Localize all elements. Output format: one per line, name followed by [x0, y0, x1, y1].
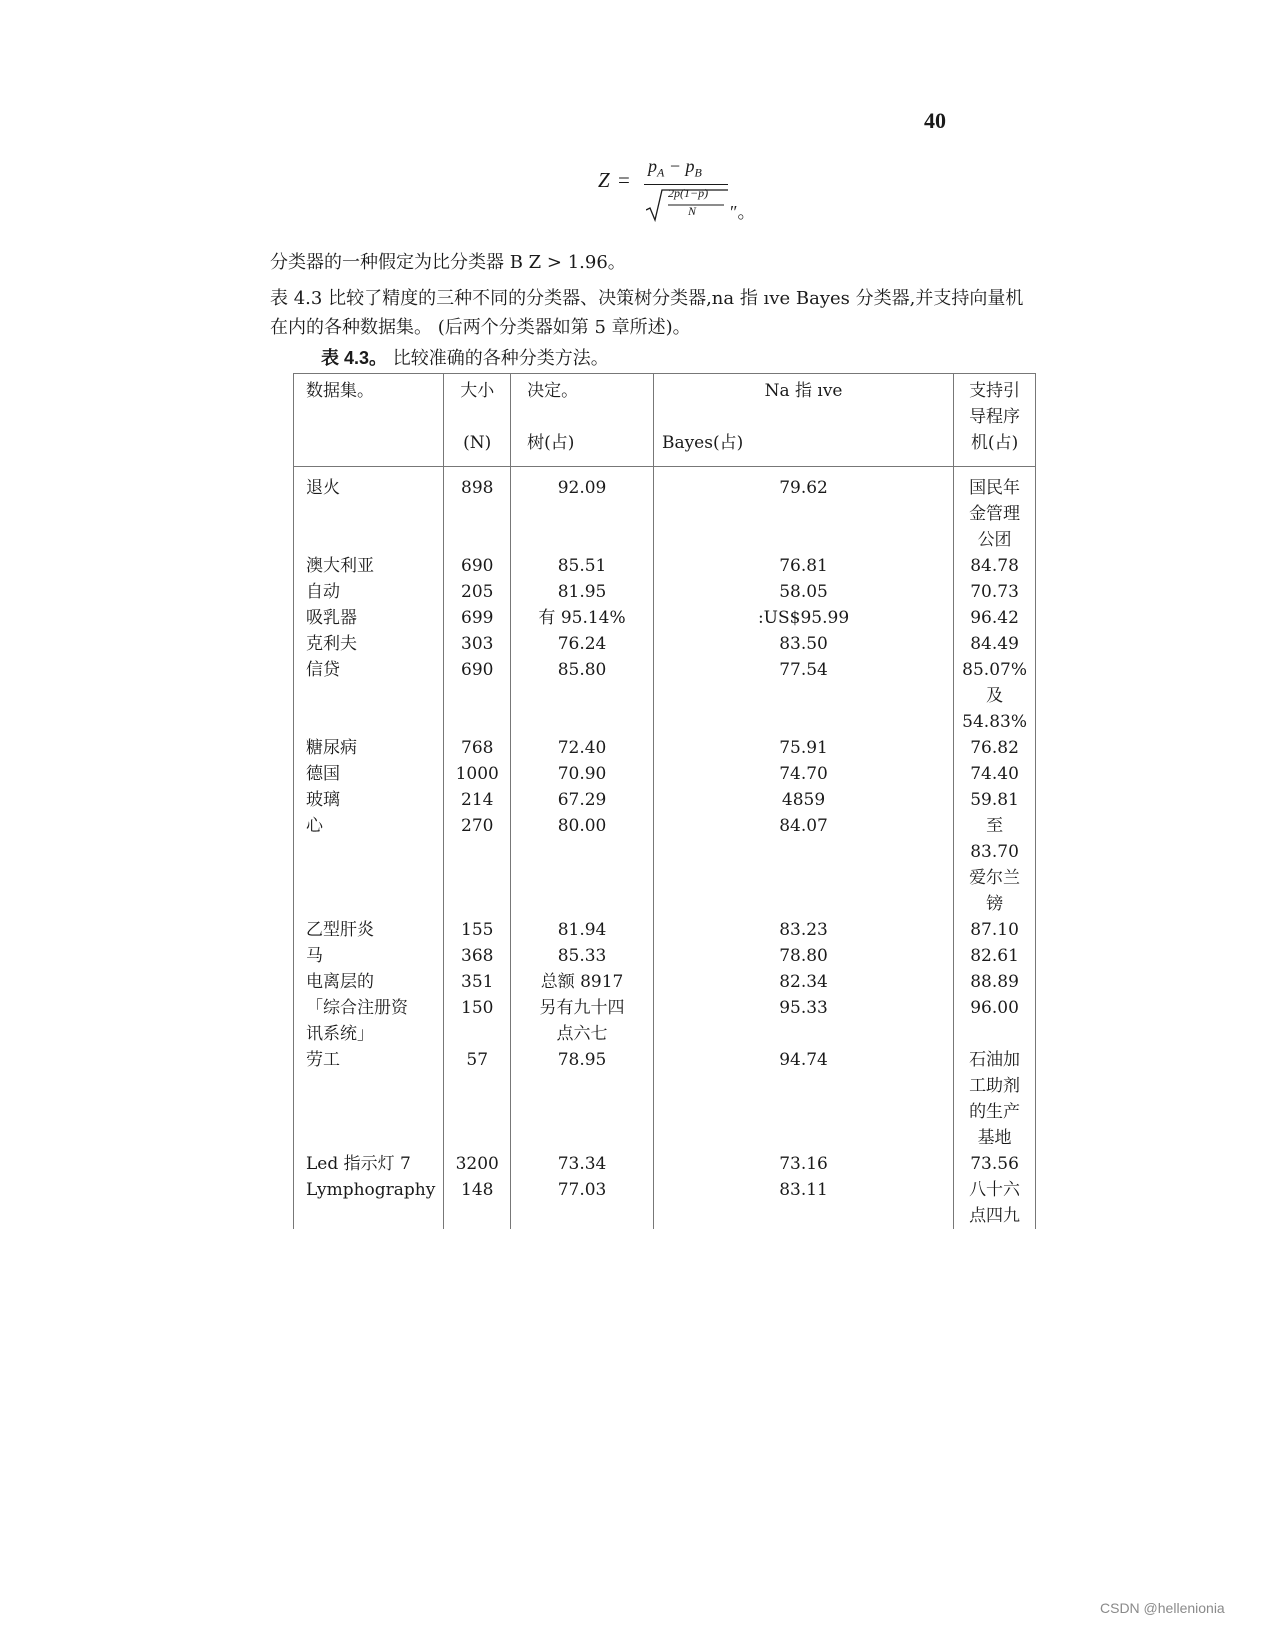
cell-size: 205 — [444, 579, 511, 605]
cell-size: 270 — [444, 813, 511, 917]
cell-decision-tree: 81.94 — [511, 917, 654, 943]
cell-naive-bayes: 73.16 — [653, 1151, 953, 1177]
cell-decision-tree: 80.00 — [511, 813, 654, 917]
cell-size: 57 — [444, 1047, 511, 1151]
header-dataset: 数据集。 — [294, 374, 444, 467]
table-row — [294, 761, 1036, 787]
cell-svm: 石油加 工助剂 的生产 基地 — [954, 1047, 1036, 1151]
cell-decision-tree: 85.80 — [511, 657, 654, 735]
cell-naive-bayes: 79.62 — [653, 467, 953, 554]
table-row — [294, 943, 1036, 969]
table-row — [294, 787, 1036, 813]
cell-decision-tree: 67.29 — [511, 787, 654, 813]
cell-dataset: 退火 — [294, 467, 444, 554]
cell-naive-bayes: 95.33 — [653, 995, 953, 1047]
table-body — [294, 467, 1036, 1230]
z-formula — [598, 150, 768, 230]
cell-decision-tree: 76.24 — [511, 631, 654, 657]
cell-svm: 73.56 — [954, 1151, 1036, 1177]
cell-decision-tree: 85.33 — [511, 943, 654, 969]
classifier-accuracy-table — [293, 373, 1036, 1229]
cell-svm: 96.00 — [954, 995, 1036, 1047]
cell-size: 214 — [444, 787, 511, 813]
table-row — [294, 969, 1036, 995]
cell-svm: 70.73 — [954, 579, 1036, 605]
table-row — [294, 579, 1036, 605]
cell-size: 699 — [444, 605, 511, 631]
cell-svm: 八十六 点四九 — [954, 1177, 1036, 1229]
cell-naive-bayes: 76.81 — [653, 553, 953, 579]
cell-decision-tree: 总额 8917 — [511, 969, 654, 995]
cell-decision-tree: 85.51 — [511, 553, 654, 579]
table-row — [294, 1151, 1036, 1177]
cell-dataset: 澳大利亚 — [294, 553, 444, 579]
cell-decision-tree: 有 95.14% — [511, 605, 654, 631]
formula-inner-denominator: N — [688, 204, 697, 218]
table-row — [294, 1047, 1036, 1151]
header-size: 大小 (N) — [444, 374, 511, 467]
page-number: 40 — [924, 108, 946, 133]
cell-decision-tree: 另有九十四 点六七 — [511, 995, 654, 1047]
cell-decision-tree: 81.95 — [511, 579, 654, 605]
formula-lhs: Z — [598, 168, 610, 192]
cell-svm: 96.42 — [954, 605, 1036, 631]
cell-dataset: 心 — [294, 813, 444, 917]
cell-size: 150 — [444, 995, 511, 1047]
cell-dataset: Led 指示灯 7 — [294, 1151, 444, 1177]
table-row — [294, 605, 1036, 631]
cell-naive-bayes: 83.50 — [653, 631, 953, 657]
table-row — [294, 467, 1036, 554]
cell-naive-bayes: 78.80 — [653, 943, 953, 969]
cell-svm: 59.81 — [954, 787, 1036, 813]
cell-dataset: 乙型肝炎 — [294, 917, 444, 943]
cell-decision-tree: 70.90 — [511, 761, 654, 787]
paragraph-line: 在内的各种数据集。 (后两个分类器如第 5 章所述)。 — [270, 317, 691, 338]
formula-numerator: $p_A - p_B$ — [648, 156, 702, 180]
table-caption — [321, 344, 609, 370]
table-row — [294, 917, 1036, 943]
cell-dataset: 自动 — [294, 579, 444, 605]
cell-decision-tree: 92.09 — [511, 467, 654, 554]
cell-size: 303 — [444, 631, 511, 657]
cell-size: 1000 — [444, 761, 511, 787]
cell-naive-bayes: 94.74 — [653, 1047, 953, 1151]
cell-size: 368 — [444, 943, 511, 969]
paragraph-hypothesis: 分类器的一种假定为比分类器 B Z > 1.96。 — [270, 252, 626, 273]
header-naive-bayes: Na 指 ıve Bayes(占) — [653, 374, 953, 467]
cell-size: 768 — [444, 735, 511, 761]
cell-decision-tree: 77.03 — [511, 1177, 654, 1229]
cell-size: 155 — [444, 917, 511, 943]
cell-size: 148 — [444, 1177, 511, 1229]
table-row — [294, 657, 1036, 735]
table-row — [294, 631, 1036, 657]
header-decision-tree: 决定。 树(占) — [511, 374, 654, 467]
cell-dataset: 吸乳器 — [294, 605, 444, 631]
cell-svm: 82.61 — [954, 943, 1036, 969]
cell-size: 690 — [444, 553, 511, 579]
formula-inner-numerator: 2p(1−p) — [668, 186, 709, 200]
table-header-row — [294, 374, 1036, 467]
table-row — [294, 995, 1036, 1047]
cell-dataset: 糖尿病 — [294, 735, 444, 761]
cell-naive-bayes: 74.70 — [653, 761, 953, 787]
cell-svm: 88.89 — [954, 969, 1036, 995]
paragraph-line: 表 4.3 比较了精度的三种不同的分类器、决策树分类器,na 指 ıve Bayes 分类器,并支持向量机 — [270, 288, 1024, 309]
cell-dataset: 德国 — [294, 761, 444, 787]
paragraph-comparison — [270, 284, 1023, 342]
cell-decision-tree: 72.40 — [511, 735, 654, 761]
table-row — [294, 1177, 1036, 1229]
cell-dataset: 劳工 — [294, 1047, 444, 1151]
cell-svm: 84.78 — [954, 553, 1036, 579]
caption-label: 表 4.3。 — [321, 348, 388, 368]
cell-naive-bayes: :US$95.99 — [653, 605, 953, 631]
table-row — [294, 735, 1036, 761]
cell-dataset: 克利夫 — [294, 631, 444, 657]
formula-equals: = — [618, 168, 630, 192]
cell-decision-tree: 73.34 — [511, 1151, 654, 1177]
cell-size: 690 — [444, 657, 511, 735]
cell-svm: 74.40 — [954, 761, 1036, 787]
cell-dataset: 电离层的 — [294, 969, 444, 995]
cell-size: 3200 — [444, 1151, 511, 1177]
cell-dataset: 玻璃 — [294, 787, 444, 813]
cell-naive-bayes: 84.07 — [653, 813, 953, 917]
cell-naive-bayes: 58.05 — [653, 579, 953, 605]
cell-dataset: 马 — [294, 943, 444, 969]
watermark: CSDN @hellenionia — [1100, 1600, 1225, 1616]
cell-naive-bayes: 83.23 — [653, 917, 953, 943]
formula-fraction-line — [644, 184, 728, 185]
cell-svm: 国民年 金管理 公团 — [954, 467, 1036, 554]
cell-svm: 76.82 — [954, 735, 1036, 761]
cell-dataset: 「综合注册资 讯系统」 — [294, 995, 444, 1047]
cell-naive-bayes: 77.54 — [653, 657, 953, 735]
formula-tail: ″。 — [730, 202, 756, 222]
cell-naive-bayes: 75.91 — [653, 735, 953, 761]
cell-size: 898 — [444, 467, 511, 554]
cell-naive-bayes: 4859 — [653, 787, 953, 813]
cell-naive-bayes: 83.11 — [653, 1177, 953, 1229]
cell-decision-tree: 78.95 — [511, 1047, 654, 1151]
cell-svm: 84.49 — [954, 631, 1036, 657]
cell-svm: 至 83.70 爱尔兰 镑 — [954, 813, 1036, 917]
cell-svm: 85.07% 及 54.83% — [954, 657, 1036, 735]
cell-naive-bayes: 82.34 — [653, 969, 953, 995]
header-svm: 支持引 导程序 机(占) — [954, 374, 1036, 467]
cell-dataset: 信贷 — [294, 657, 444, 735]
caption-text: 比较准确的各种分类方法。 — [387, 348, 609, 369]
table-row — [294, 813, 1036, 917]
table-row — [294, 553, 1036, 579]
cell-svm: 87.10 — [954, 917, 1036, 943]
cell-dataset: Lymphography — [294, 1177, 444, 1229]
cell-size: 351 — [444, 969, 511, 995]
